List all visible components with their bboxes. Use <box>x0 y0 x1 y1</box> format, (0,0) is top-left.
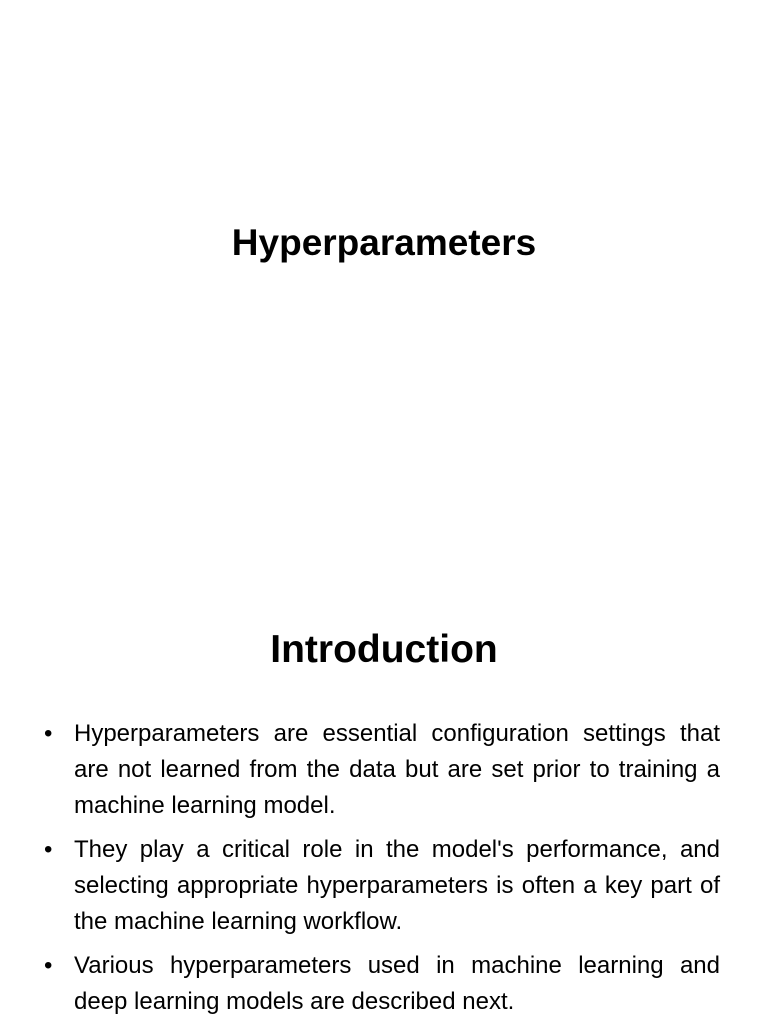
bullet-text: Hyperparameters are essential configuration settings that are not learned from the data but are set prior to training a machine learning model. <box>74 720 720 819</box>
section-title: Introduction <box>270 628 498 671</box>
bullet-text: Various hyperparameters used in machine learning and deep learning models are described next. <box>74 952 720 1015</box>
bullet-list <box>44 716 720 1028</box>
bullet-item <box>44 832 720 940</box>
bullet-item <box>44 948 720 1020</box>
bullet-text: They play a critical role in the model's performance, and selecting appropriate hyperparameters is often a key part of the machine learning workflow. <box>74 836 720 935</box>
bullet-icon: • <box>44 836 53 863</box>
bullet-icon: • <box>44 952 53 979</box>
slide-title: Hyperparameters <box>231 222 537 263</box>
bullet-item <box>44 716 720 824</box>
bullet-icon: • <box>44 720 53 747</box>
